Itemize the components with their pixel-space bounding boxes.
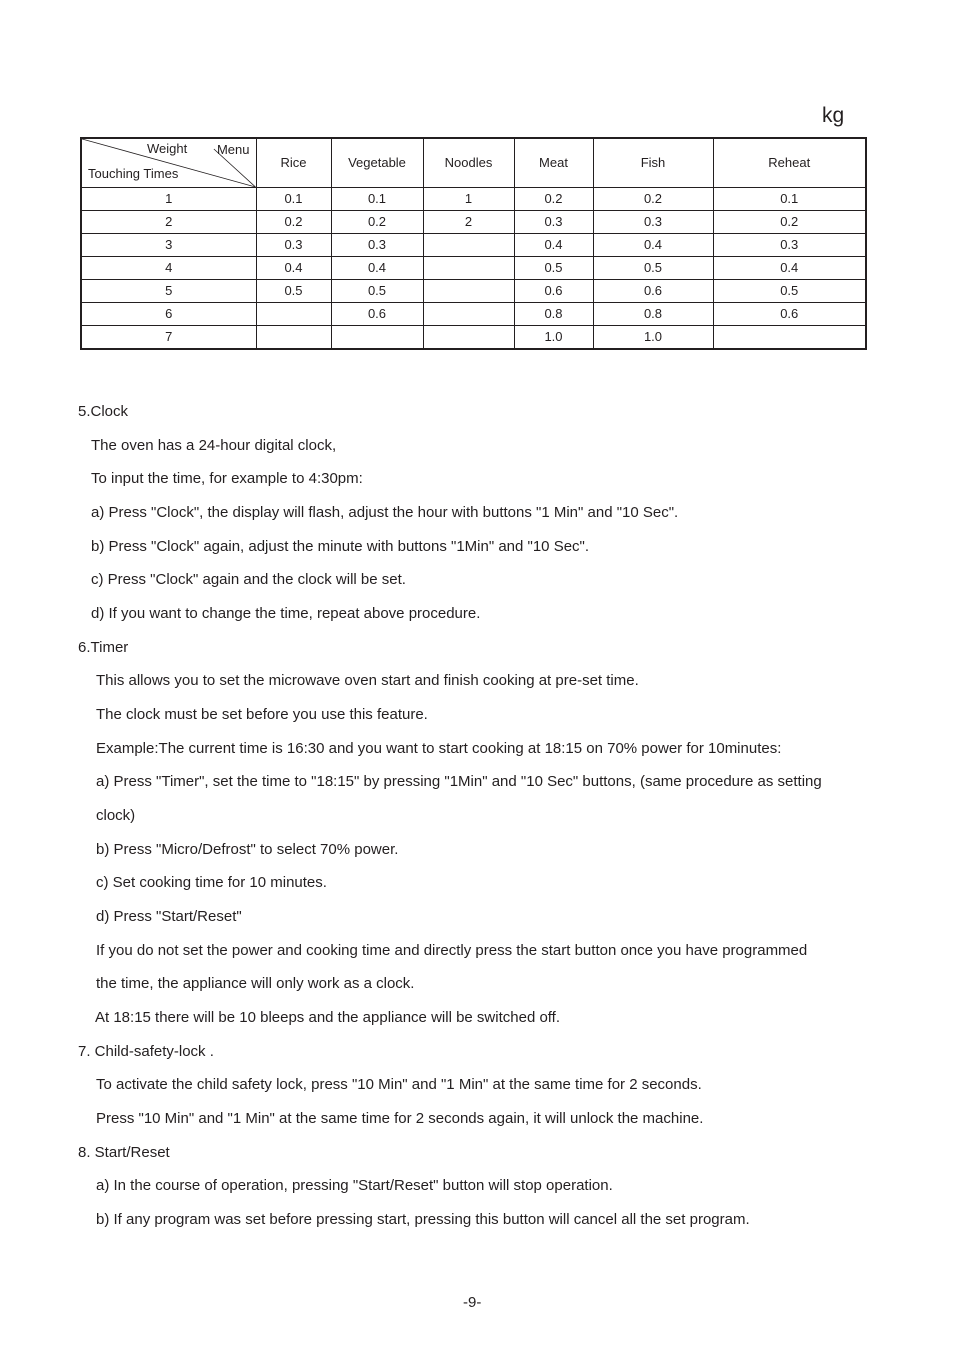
table-header-row: [81, 138, 866, 188]
text-line: the time, the appliance will only work as a clock.: [96, 975, 415, 992]
weight-cell: 0.6: [713, 303, 866, 326]
text-line: clock): [96, 807, 136, 824]
corner-cell: [81, 138, 256, 188]
weight-cell: [423, 257, 514, 280]
touching-times-cell: 6: [81, 303, 256, 326]
unit-label: kg: [822, 104, 845, 127]
weight-cell: [331, 326, 423, 350]
weight-cell: 1.0: [514, 326, 593, 350]
weight-cell: [423, 234, 514, 257]
touching-times-cell: 5: [81, 280, 256, 303]
touching-times-cell: 1: [81, 188, 256, 211]
text-line: b) If any program was set before pressing start, pressing this button will cancel all the set program.: [96, 1211, 750, 1228]
text-line: This allows you to set the microwave oven start and finish cooking at pre-set time.: [96, 672, 639, 689]
text-line: a) Press "Clock", the display will flash, adjust the hour with buttons "1 Min" and "10 Sec".: [91, 504, 679, 521]
weight-cell: 2: [423, 211, 514, 234]
weight-cell: 0.4: [331, 257, 423, 280]
table-row: [81, 303, 866, 326]
touching-times-cell: 4: [81, 257, 256, 280]
table-row: [81, 257, 866, 280]
weight-cell: 0.6: [593, 280, 713, 303]
weight-cell: 0.5: [593, 257, 713, 280]
text-line: The clock must be set before you use this feature.: [96, 706, 428, 723]
weight-cell: 0.4: [593, 234, 713, 257]
weight-cell: [423, 326, 514, 350]
text-line: To activate the child safety lock, press "10 Min" and "1 Min" at the same time for 2 seconds.: [96, 1076, 702, 1093]
table-row: [81, 188, 866, 211]
text-line: d) Press "Start/Reset": [96, 908, 242, 925]
weight-cell: 0.2: [514, 188, 593, 211]
table-row: [81, 326, 866, 350]
text-line: At 18:15 there will be 10 bleeps and the appliance will be switched off.: [95, 1009, 561, 1026]
text-line: Example:The current time is 16:30 and you want to start cooking at 18:15 on 70% power for 10minutes:: [96, 740, 782, 757]
touching-times-cell: 7: [81, 326, 256, 350]
header-meat: Meat: [514, 138, 593, 188]
weight-cell: [256, 303, 331, 326]
weight-cell: 0.4: [514, 234, 593, 257]
weight-cell: 0.4: [256, 257, 331, 280]
touching-times-cell: 2: [81, 211, 256, 234]
text-line: b) Press "Clock" again, adjust the minute with buttons "1Min" and "10 Sec".: [91, 538, 590, 555]
touching-times-cell: 3: [81, 234, 256, 257]
text-line: b) Press "Micro/Defrost" to select 70% power.: [96, 841, 399, 858]
text-line: c) Press "Clock" again and the clock will be set.: [91, 571, 406, 588]
weight-cell: 0.2: [593, 188, 713, 211]
table-row: [81, 280, 866, 303]
header-rice: Rice: [256, 138, 331, 188]
weight-cell: 1: [423, 188, 514, 211]
weight-cell: 0.1: [331, 188, 423, 211]
text-line: d) If you want to change the time, repeat above procedure.: [91, 605, 481, 622]
text-line: Press "10 Min" and "1 Min" at the same time for 2 seconds again, it will unlock the machine.: [96, 1110, 704, 1127]
table-body: [81, 188, 866, 350]
weight-cell: 0.5: [514, 257, 593, 280]
weight-cell: 0.1: [256, 188, 331, 211]
text-line: c) Set cooking time for 10 minutes.: [96, 874, 327, 891]
text-line: The oven has a 24-hour digital clock,: [91, 437, 337, 454]
weight-cell: 0.5: [256, 280, 331, 303]
weight-cell: 0.5: [713, 280, 866, 303]
weight-cell: 0.6: [331, 303, 423, 326]
text-line: a) In the course of operation, pressing "Start/Reset" button will stop operation.: [96, 1177, 613, 1194]
weight-cell: 0.4: [713, 257, 866, 280]
weight-cell: 1.0: [593, 326, 713, 350]
weight-cell: 0.3: [256, 234, 331, 257]
weight-cell: [423, 280, 514, 303]
weight-cell: [713, 326, 866, 350]
weight-table: [80, 137, 867, 350]
weight-cell: 0.3: [593, 211, 713, 234]
weight-cell: 0.2: [331, 211, 423, 234]
header-fish: Fish: [593, 138, 713, 188]
header-noodles: Noodles: [423, 138, 514, 188]
weight-cell: 0.6: [514, 280, 593, 303]
corner-weight-label: Weight: [147, 141, 188, 156]
header-vegetable: Vegetable: [331, 138, 423, 188]
section-heading: 5.Clock: [78, 403, 129, 420]
corner-touching-label: Touching Times: [88, 166, 179, 181]
weight-cell: 0.8: [593, 303, 713, 326]
weight-cell: 0.3: [713, 234, 866, 257]
table-row: [81, 234, 866, 257]
section-heading: 7. Child-safety-lock .: [78, 1043, 214, 1060]
weight-cell: 0.3: [331, 234, 423, 257]
weight-cell: 0.8: [514, 303, 593, 326]
text-line: To input the time, for example to 4:30pm:: [91, 470, 363, 487]
header-reheat: Reheat: [713, 138, 866, 188]
page-number: -9-: [463, 1294, 482, 1311]
weight-cell: [423, 303, 514, 326]
section-heading: 6.Timer: [78, 639, 129, 656]
weight-cell: 0.1: [713, 188, 866, 211]
weight-cell: 0.5: [331, 280, 423, 303]
section-heading: 8. Start/Reset: [78, 1144, 170, 1161]
weight-cell: 0.2: [713, 211, 866, 234]
corner-menu-label: Menu: [216, 142, 250, 157]
weight-cell: 0.2: [256, 211, 331, 234]
weight-cell: 0.3: [514, 211, 593, 234]
text-line: a) Press "Timer", set the time to "18:15" by pressing "1Min" and "10 Sec" buttons, (same procedure as setting: [96, 773, 822, 790]
table-row: [81, 211, 866, 234]
text-line: If you do not set the power and cooking time and directly press the start button once you have programmed: [96, 942, 808, 959]
weight-cell: [256, 326, 331, 350]
